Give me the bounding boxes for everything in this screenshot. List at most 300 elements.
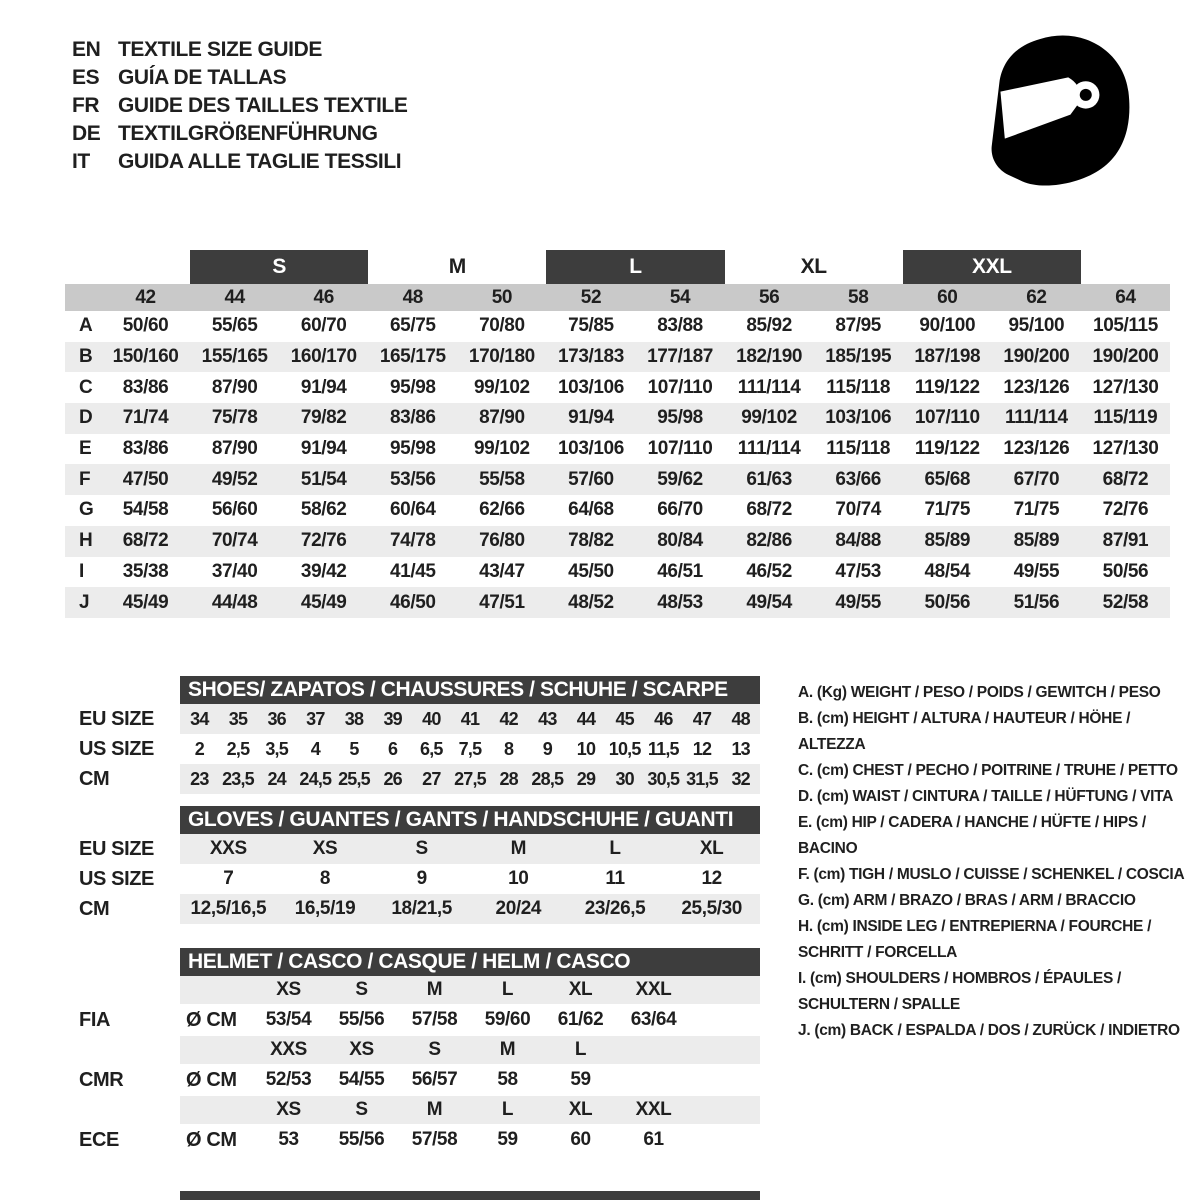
measurement-value: 46/52 [746,560,792,582]
helmet-size-label: L [501,979,514,1000]
measurement-value: 70/74 [211,530,258,552]
language-code: IT [72,150,90,173]
measurement-value: 115/118 [826,376,891,398]
gloves-value: 10 [508,868,529,889]
helmet-size-value: 57/58 [411,1009,458,1030]
helmet-size-value: 52/53 [265,1069,312,1090]
measurement-value: 50/56 [924,591,971,613]
row-letter: G [79,499,94,521]
size-band-label: L [546,250,724,284]
measurement-value: 71/75 [1013,499,1060,521]
measurement-value: 95/98 [390,376,436,398]
shoes-value: 6,5 [420,738,443,759]
shoes-value: 2 [194,738,204,759]
measurement-value: 70/74 [835,499,881,521]
gloves-title-bar [180,806,760,834]
measurement-value: 55/58 [479,468,525,490]
row-letter: A [79,315,93,337]
shoes-value: 23 [190,768,209,789]
helmet-size-label: M [499,1039,516,1060]
measurement-value: 82/86 [746,530,792,552]
gloves-value: 23/26,5 [584,898,646,919]
gloves-value: XL [699,838,724,859]
measurement-row [65,587,1170,618]
legend-item: C. (cm) CHEST / PECHO / POITRINE / TRUHE / PETTO [798,762,1178,779]
size-number: 48 [402,286,423,308]
row-values [101,557,1170,588]
cropped-next-section-bar [180,1191,760,1200]
helmet-size-label: XL [568,1099,593,1120]
shoes-value: 8 [504,738,514,759]
helmet-size-label: L [501,1099,514,1120]
measurement-value: 61/63 [746,468,792,490]
shoes-value: 25,5 [338,768,370,789]
language-title-list [72,36,407,176]
row-values [101,526,1170,557]
gloves-row-label: CM [79,897,110,920]
measurement-row [65,403,1170,434]
helmet-standard-label: CMR [79,1068,124,1091]
shoes-row-values [180,734,760,764]
racing-helmet-icon [972,26,1147,201]
helmet-size-value: 57/58 [411,1129,458,1150]
size-number: 58 [848,286,869,308]
measurement-value: 55/65 [211,315,258,337]
shoes-value: 3,5 [265,738,288,759]
helmet-size-label: M [426,1099,443,1120]
legend-item: E. (cm) HIP / CADERA / HANCHE / HÜFTE / HIPS / BACINO [798,814,1146,857]
language-title-row [72,120,407,148]
row-letter: F [79,468,91,490]
measurement-value: 48/54 [924,560,971,582]
helmet-size-value: 61/62 [557,1009,604,1030]
shoes-value: 13 [731,738,750,759]
measurement-value: 155/165 [201,346,268,368]
measurement-value: 65/75 [390,315,436,337]
shoes-row-values [180,764,760,794]
helmet-size-value: 59 [497,1129,518,1150]
measurement-value: 150/160 [112,346,179,368]
measurement-value: 185/195 [825,346,892,368]
gloves-value: 7 [223,868,234,889]
shoes-value: 24,5 [299,768,332,789]
helmet-size-value: 63/64 [630,1009,677,1030]
size-number: 50 [491,286,513,308]
measurement-value: 99/102 [474,438,530,460]
helmet-unit-label: Ø CM [186,1068,237,1091]
helmet-size-label: S [428,1039,441,1060]
gloves-title: GLOVES / GUANTES / GANTS / HANDSCHUHE / GUANTI [188,808,734,831]
shoes-value: 11,5 [647,738,679,759]
measurement-value: 46/50 [390,591,436,613]
measurement-value: 48/52 [568,591,614,613]
gloves-row-label: US SIZE [79,867,154,890]
measurement-value: 52/58 [1102,591,1149,613]
measurement-value: 111/114 [1004,407,1068,429]
measurement-value: 160/170 [290,346,357,368]
measurement-value: 123/126 [1003,376,1070,398]
size-number: 54 [669,286,691,308]
measurement-value: 119/122 [914,376,980,398]
measurement-row [65,495,1170,526]
shoes-value: 29 [576,768,596,789]
measurement-value: 78/82 [568,530,614,552]
shoes-title-bar [180,676,760,704]
apparel-size-table [65,250,1170,618]
gloves-value: 12 [701,868,722,889]
measurement-value: 51/56 [1013,591,1060,613]
measurement-value: 80/84 [657,530,703,552]
legend-item: F. (cm) TIGH / MUSLO / CUISSE / SCHENKEL / COSCIA [798,866,1185,883]
legend-item: A. (Kg) WEIGHT / PESO / POIDS / GEWITCH / PESO [798,684,1161,701]
language-title-row [72,64,407,92]
size-number: 62 [1026,286,1047,308]
measurement-value: 47/51 [479,591,525,613]
measurement-value: 68/72 [746,499,792,521]
measurement-value: 83/86 [390,407,436,429]
gloves-value: S [415,838,428,859]
size-number: 42 [135,286,156,308]
size-number: 64 [1115,286,1136,308]
measurement-value: 87/90 [479,407,525,429]
gloves-row-label: EU SIZE [79,837,154,860]
gloves-value: 18/21,5 [391,898,452,919]
measurement-value: 48/53 [657,591,703,613]
legend-item: J. (cm) BACK / ESPALDA / DOS / ZURÜCK / INDIETRO [798,1022,1180,1039]
measurement-value: 47/53 [835,560,881,582]
gloves-value: 25,5/30 [681,898,742,919]
measurement-value: 90/100 [919,315,976,337]
measurement-value: 72/76 [1102,499,1149,521]
shoes-value: 23,5 [222,768,254,789]
language-code: ES [72,66,100,89]
measurement-value: 87/91 [1102,530,1149,552]
helmet-size-label: XXL [635,1099,672,1120]
row-values [101,587,1170,618]
row-values [101,403,1170,434]
measurement-value: 70/80 [479,315,525,337]
measurement-value: 74/78 [390,530,436,552]
helmet-sizes-strip [180,976,760,1004]
helmet-size-label: L [574,1039,587,1060]
shoes-value: 36 [267,708,286,729]
helmet-size-value: 61 [643,1129,664,1150]
size-band-label: M [448,255,466,278]
size-number: 60 [937,286,958,308]
measurement-value: 187/198 [914,346,981,368]
measurement-legend [798,680,1200,1044]
shoes-row-values [180,704,760,734]
size-number: 44 [224,286,245,308]
helmet-sizes-row [65,1096,1170,1124]
measurement-value: 107/110 [647,376,713,398]
shoes-value: 10,5 [608,738,641,759]
helmet-values-row [65,1124,1170,1156]
measurement-value: 83/86 [122,438,169,460]
shoes-value: 34 [190,708,209,729]
row-letter: E [79,438,92,460]
measurement-value: 47/50 [122,468,169,490]
language-code: FR [72,94,100,117]
shoes-value: 48 [731,708,750,729]
shoes-value: 47 [692,708,712,729]
measurement-value: 95/98 [657,407,703,429]
measurement-value: 75/85 [568,315,614,337]
helmet-size-value: 53/54 [265,1009,312,1030]
shoes-value: 7,5 [458,738,482,759]
measurement-value: 71/75 [924,499,971,521]
measurement-value: 107/110 [647,438,713,460]
measurement-value: 76/80 [479,530,525,552]
helmet-size-value: 58 [497,1069,518,1090]
row-values [101,311,1170,342]
measurement-value: 95/98 [390,438,436,460]
measurement-row [65,434,1170,465]
row-values [101,342,1170,373]
helmet-size-value: 60 [570,1129,591,1150]
helmet-size-label: S [355,1099,368,1120]
shoes-value: 30,5 [647,768,680,789]
helmet-size-value: 55/56 [338,1009,385,1030]
measurement-value: 173/183 [558,346,624,368]
row-letter: I [79,560,84,582]
shoes-value: 28,5 [531,768,564,789]
measurement-value: 111/114 [737,376,801,398]
measurement-value: 127/130 [1092,376,1159,398]
shoes-value: 40 [422,708,441,729]
size-band-label: S [190,250,368,284]
measurement-value: 59/62 [657,468,703,490]
measurement-value: 190/200 [1092,346,1159,368]
measurement-value: 41/45 [390,560,436,582]
shoes-value: 39 [383,708,402,729]
measurement-value: 83/88 [657,315,703,337]
measurement-value: 53/56 [390,468,436,490]
legend-item: H. (cm) INSIDE LEG / ENTREPIERNA / FOURCHE / SCHRITT / FORCELLA [798,918,1152,961]
measurement-row [65,372,1170,403]
language-code: EN [72,38,101,61]
gloves-row-values [180,834,760,864]
measurement-value: 37/40 [211,560,258,582]
measurement-value: 99/102 [741,407,797,429]
measurement-value: 72/76 [300,530,347,552]
helmet-size-label: XL [568,979,593,1000]
measurement-value: 71/74 [122,407,169,429]
shoes-value: 42 [499,708,518,729]
row-values [101,434,1170,465]
measurement-value: 63/66 [835,468,881,490]
gloves-value: L [609,838,621,859]
measurement-value: 107/110 [914,407,980,429]
helmet-size-label: M [426,979,443,1000]
measurement-value: 60/70 [300,315,347,337]
gloves-value: 8 [319,868,331,889]
measurement-value: 103/106 [558,376,624,398]
measurement-value: 66/70 [657,499,703,521]
helmet-standard-group [65,1036,1170,1096]
helmet-size-label: XXS [270,1039,307,1060]
measurement-value: 165/175 [379,346,446,368]
size-band-label: XXL [903,250,1081,284]
measurement-value: 103/106 [558,438,624,460]
gloves-value: XXS [209,838,247,859]
measurement-value: 95/100 [1008,315,1065,337]
measurement-value: 123/126 [1003,438,1070,460]
shoes-value: 28 [499,768,518,789]
measurement-value: 49/52 [211,468,258,490]
shoes-value: 4 [310,738,320,759]
helmet-standard-label: ECE [79,1128,119,1151]
helmet-size-label: XXL [635,979,672,1000]
shoes-value: 37 [306,708,325,729]
language-title-row [72,36,407,64]
measurement-row [65,557,1170,588]
measurement-value: 127/130 [1092,438,1159,460]
shoes-value: 44 [576,708,596,729]
measurement-value: 50/60 [122,315,169,337]
measurement-value: 182/190 [736,346,803,368]
measurement-value: 91/94 [300,376,347,398]
measurement-value: 51/54 [300,468,347,490]
size-number: 52 [580,286,602,308]
measurement-value: 87/90 [211,438,258,460]
helmet-sizes-strip [180,1036,760,1064]
row-values [101,495,1170,526]
shoes-value: 41 [460,708,480,729]
measurement-value: 45/49 [300,591,347,613]
language-title-text: GUIDE DES TAILLES TEXTILE [118,94,408,117]
shoes-value: 9 [542,738,552,759]
gloves-value: 20/24 [495,898,542,919]
measurement-value: 68/72 [1102,468,1149,490]
shoes-value: 12 [692,738,712,759]
shoes-value: 31,5 [686,768,718,789]
helmet-size-label: XS [349,1039,374,1060]
row-letter: D [79,407,93,429]
measurement-value: 170/180 [468,346,535,368]
measurement-value: 64/68 [568,499,614,521]
legend-item: D. (cm) WAIST / CINTURA / TAILLE / HÜFTUNG / VITA [798,788,1174,805]
helmet-standard-group [65,1096,1170,1156]
language-title-row [72,92,407,120]
shoes-row-label: US SIZE [79,737,154,760]
gloves-row-values [180,894,760,924]
legend-item: G. (cm) ARM / BRAZO / BRAS / ARM / BRACCIO [798,892,1136,909]
measurement-value: 85/92 [746,315,792,337]
shoes-value: 27 [422,768,441,789]
row-letter: B [79,346,93,368]
measurement-value: 49/55 [1013,560,1060,582]
row-values [101,372,1170,403]
size-number: 46 [313,286,334,308]
shoes-value: 6 [388,738,398,759]
measurement-value: 49/55 [835,591,881,613]
helmet-title: HELMET / CASCO / CASQUE / HELM / CASCO [188,950,631,973]
helmet-size-label [617,1036,690,1064]
helmet-title-bar [180,948,760,976]
helmet-size-value [617,1064,690,1096]
language-title-row [72,148,407,176]
measurement-value: 105/115 [1093,315,1158,337]
shoes-value: 10 [576,738,596,759]
measurement-value: 46/51 [657,560,703,582]
shoes-value: 27,5 [454,768,486,789]
legend-item: B. (cm) HEIGHT / ALTURA / HAUTEUR / HÖHE / ALTEZZA [798,710,1131,753]
measurement-value: 91/94 [300,438,347,460]
measurement-value: 75/78 [211,407,258,429]
helmet-sizes-strip [180,1096,760,1124]
measurement-value: 85/89 [924,530,971,552]
measurement-value: 65/68 [924,468,971,490]
shoes-value: 30 [615,768,634,789]
measurement-value: 91/94 [568,407,614,429]
measurement-value: 54/58 [122,499,169,521]
measurement-value: 87/90 [211,376,258,398]
language-title-text: TEXTILE SIZE GUIDE [118,38,322,61]
measurement-value: 45/50 [568,560,614,582]
helmet-values-row [65,1064,1170,1096]
measurement-value: 62/66 [479,499,525,521]
language-title-text: TEXTILGRÖßENFÜHRUNG [118,122,378,145]
row-letter: C [79,376,93,398]
measurement-value: 45/49 [122,591,169,613]
helmet-size-value: 55/56 [338,1129,385,1150]
measurement-value: 190/200 [1003,346,1070,368]
measurement-row [65,342,1170,373]
helmet-size-label: S [355,979,368,1000]
measurement-value: 83/86 [122,376,169,398]
shoes-title: SHOES/ ZAPATOS / CHAUSSURES / SCHUHE / SCARPE [188,678,728,701]
measurement-value: 99/102 [474,376,530,398]
helmet-size-value: 54/55 [338,1069,385,1090]
measurement-value: 87/95 [835,315,881,337]
legend-item: I. (cm) SHOULDERS / HOMBROS / ÉPAULES / SCHULTERN / SPALLE [798,970,1122,1013]
measurement-value: 39/42 [300,560,347,582]
measurement-value: 56/60 [211,499,258,521]
gloves-value: 11 [605,868,625,889]
measurement-value: 111/114 [737,438,801,460]
gloves-value: 12,5/16,5 [190,898,267,919]
shoes-value: 26 [383,768,402,789]
helmet-size-value: 56/57 [411,1069,458,1090]
language-title-text: GUÍA DE TALLAS [118,66,287,89]
measurement-value: 35/38 [122,560,169,582]
language-code: DE [72,122,101,145]
measurement-value: 177/187 [647,346,713,368]
size-number: 56 [758,286,780,308]
measurement-value: 58/62 [300,499,347,521]
shoes-value: 5 [349,738,359,759]
size-number-row [65,284,1170,311]
row-values [101,464,1170,495]
measurement-value: 79/82 [300,407,347,429]
gloves-row-values [180,864,760,894]
shoes-value: 45 [615,708,634,729]
measurement-value: 60/64 [390,499,436,521]
shoes-value: 35 [228,708,248,729]
measurement-rows [65,311,1170,618]
measurement-row [65,464,1170,495]
helmet-standard-label: FIA [79,1008,111,1031]
helmet-size-value: 59/60 [484,1009,531,1030]
size-band-row [101,250,1170,284]
measurement-value: 50/56 [1102,560,1149,582]
helmet-size-value: 53 [278,1129,299,1150]
measurement-row [65,311,1170,342]
measurement-value: 57/60 [568,468,614,490]
gloves-value: M [510,838,527,859]
row-letter: J [79,591,90,613]
